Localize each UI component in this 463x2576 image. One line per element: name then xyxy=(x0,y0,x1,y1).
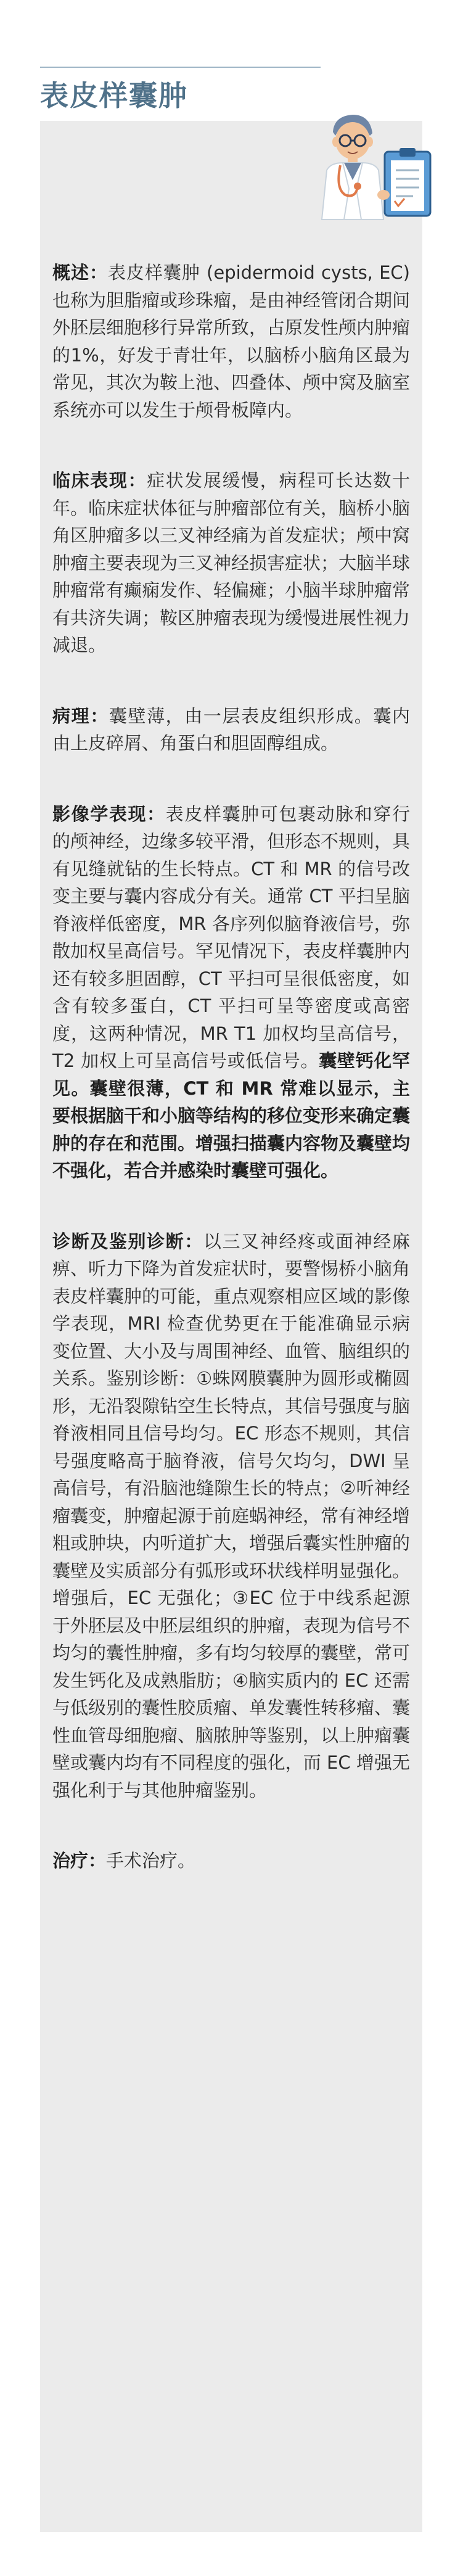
section-clinical-text: 症状发展缓慢，病程可长达数十年。临床症状体征与肿瘤部位有关，脑桥小脑角区肿瘤多以三叉神经痛为首发症状；颅中窝肿瘤主要表现为三叉神经损害症状；大脑半球肿瘤常有癫痫发作、轻偏瘫；小脑半球肿瘤常有共济失调；鞍区肿瘤表现为缓慢进展性视力减退。 xyxy=(52,470,411,656)
section-pathology-text: 囊壁薄，由一层表皮组织形成。囊内由上皮碎屑、角蛋白和胆固醇组成。 xyxy=(52,705,410,754)
article-body xyxy=(52,259,410,1918)
section-diagnosis-label: 诊断及鉴别诊断： xyxy=(52,1230,203,1252)
title-rule xyxy=(40,67,321,68)
section-overview xyxy=(52,259,410,424)
section-diagnosis-text: 以三叉神经疼或面神经麻痹、听力下降为首发症状时，要警惕桥小脑角表皮样囊肿的可能，重点观察相应区域的影像学表现，MRI 检查优势更在于能准确显示病变位置、大小及与周围神经、血管、脑组织的关系。鉴别诊断：①蛛网膜囊肿为圆形或椭圆形，无沿裂隙钻空生长特点，其信号强度与脑脊液相同且信号均匀。EC 形态不规则，其信号强度略高于脑脊液，信号欠均匀，DWI 呈高信号，有沿脑池缝隙生长的特点；②听神经瘤囊变，肿瘤起源于前庭蜗神经，常有神经增粗或肿块，内听道扩大，增强后囊实性肿瘤的囊壁及实质部分有弧形或环状线样明显强化。增强后，EC 无强化；③EC 位于中线系起源于外胚层及中胚层组织的肿瘤，表现为信号不均匀的囊性肿瘤，多有均匀较厚的囊壁，常可发生钙化及成熟脂肪；④脑实质内的 EC 还需与低级别的囊性胶质瘤、单发囊性转移瘤、囊性血管母细胞瘤、脑脓肿等鉴别，以上肿瘤囊壁或囊内均有不同程度的强化，而 EC 增强无强化利于与其他肿瘤鉴别。 xyxy=(52,1230,411,1801)
section-treatment xyxy=(52,1847,410,1875)
section-treatment-label: 治疗： xyxy=(52,1850,107,1871)
doctor-with-clipboard-icon xyxy=(308,109,444,226)
section-diagnosis xyxy=(52,1228,410,1804)
section-overview-text: 表皮样囊肿 (epidermoid cysts, EC) 也称为胆脂瘤或珍珠瘤，是由神经管闭合期间外胚层细胞移行异常所致，占原发性颅内肿瘤的1%，好发于青壮年，以脑桥小脑角区最为常见，其次为鞍上池、四叠体、颅中窝及脑室系统亦可以发生于颅骨板障内。 xyxy=(52,262,411,421)
section-clinical-label: 临床表现： xyxy=(52,470,147,491)
section-treatment-text: 手术治疗。 xyxy=(106,1850,196,1871)
section-pathology xyxy=(52,702,410,757)
section-clinical xyxy=(52,467,410,659)
section-imaging xyxy=(52,800,410,1185)
section-pathology-label: 病理： xyxy=(52,705,109,726)
page-title: 表皮样囊肿 xyxy=(40,79,188,112)
section-imaging-label: 影像学表现： xyxy=(52,803,166,825)
section-overview-label: 概述： xyxy=(52,262,108,283)
section-imaging-bold-text: 囊壁钙化罕见。囊壁很薄，CT 和 MR 常难以显示，主要根据脑干和小脑等结构的移位变形来确定囊肿的存在和范围。增强扫描囊内容物及囊壁均不强化，若合并感染时囊壁可强化。 xyxy=(52,1050,411,1181)
section-imaging-text: 表皮样囊肿可包裹动脉和穿行的颅神经，边缘多较平滑，但形态不规则，具有见缝就钻的生长特点。CT 和 MR 的信号改变主要与囊内容成分有关。通常 CT 平扫呈脑脊液样低密度，MR 各序列似脑脊液信号，弥散加权呈高信号。罕见情况下，表皮样囊肿内还有较多胆固醇，CT 平扫可呈很低密度，如含有较多蛋白，CT 平扫可呈等密度或高密度，这两种情况，MR T1 加权均呈高信号，T2 加权上可呈高信号或低信号。 xyxy=(52,803,411,1071)
